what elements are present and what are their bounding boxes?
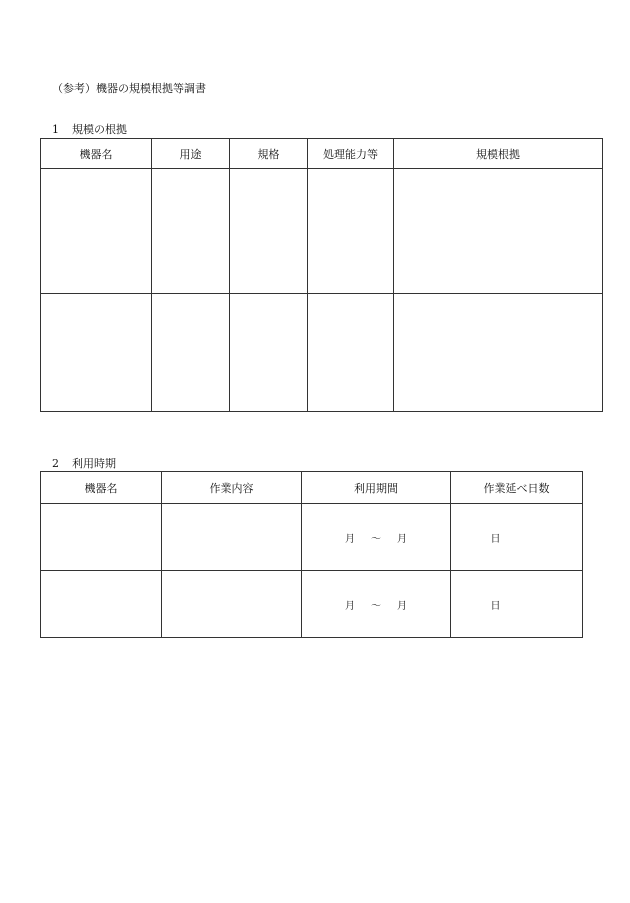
month-to-label: 月 [397, 600, 407, 612]
cell-specification[interactable] [230, 294, 308, 412]
header-purpose: 用途 [152, 139, 230, 169]
section1-number: 1 [52, 123, 59, 136]
section2-heading [52, 455, 116, 471]
tilde-separator: ～ [371, 533, 381, 545]
cell-equipment-name[interactable] [41, 504, 162, 571]
days-unit-label: 日 [490, 533, 501, 545]
cell-specification[interactable] [230, 169, 308, 294]
cell-equipment-name[interactable] [41, 571, 162, 638]
section1-heading [52, 121, 127, 137]
cell-total-work-days[interactable] [451, 504, 583, 571]
tilde-separator: ～ [371, 600, 381, 612]
cell-usage-period[interactable] [302, 571, 451, 638]
header-total-work-days: 作業延べ日数 [451, 472, 583, 504]
scale-basis-table [40, 138, 603, 412]
month-to-label: 月 [397, 533, 407, 545]
section2-number: 2 [52, 457, 59, 470]
table-row [41, 294, 603, 412]
header-usage-period: 利用期間 [302, 472, 451, 504]
cell-capacity[interactable] [308, 169, 394, 294]
cell-purpose[interactable] [152, 294, 230, 412]
table-row [41, 169, 603, 294]
header-equipment-name: 機器名 [41, 472, 162, 504]
days-unit-label: 日 [490, 600, 501, 612]
month-from-label: 月 [345, 600, 355, 612]
scale-table-header-row [41, 139, 603, 169]
header-scale-basis: 規模根拠 [394, 139, 603, 169]
cell-total-work-days[interactable] [451, 571, 583, 638]
cell-work-content[interactable] [162, 504, 302, 571]
cell-scale-basis[interactable] [394, 294, 603, 412]
section1-heading-text: 規模の根拠 [72, 123, 127, 136]
cell-equipment-name[interactable] [41, 169, 152, 294]
header-work-content: 作業内容 [162, 472, 302, 504]
document-title: （参考）機器の規模根拠等調書 [52, 82, 206, 95]
cell-purpose[interactable] [152, 169, 230, 294]
header-capacity: 処理能力等 [308, 139, 394, 169]
usage-period-table [40, 471, 583, 638]
cell-work-content[interactable] [162, 571, 302, 638]
header-equipment-name: 機器名 [41, 139, 152, 169]
cell-scale-basis[interactable] [394, 169, 603, 294]
cell-usage-period[interactable] [302, 504, 451, 571]
month-from-label: 月 [345, 533, 355, 545]
cell-equipment-name[interactable] [41, 294, 152, 412]
period-table-header-row [41, 472, 583, 504]
table-row [41, 571, 583, 638]
cell-capacity[interactable] [308, 294, 394, 412]
section2-heading-text: 利用時期 [72, 457, 116, 470]
table-row [41, 504, 583, 571]
header-specification: 規格 [230, 139, 308, 169]
